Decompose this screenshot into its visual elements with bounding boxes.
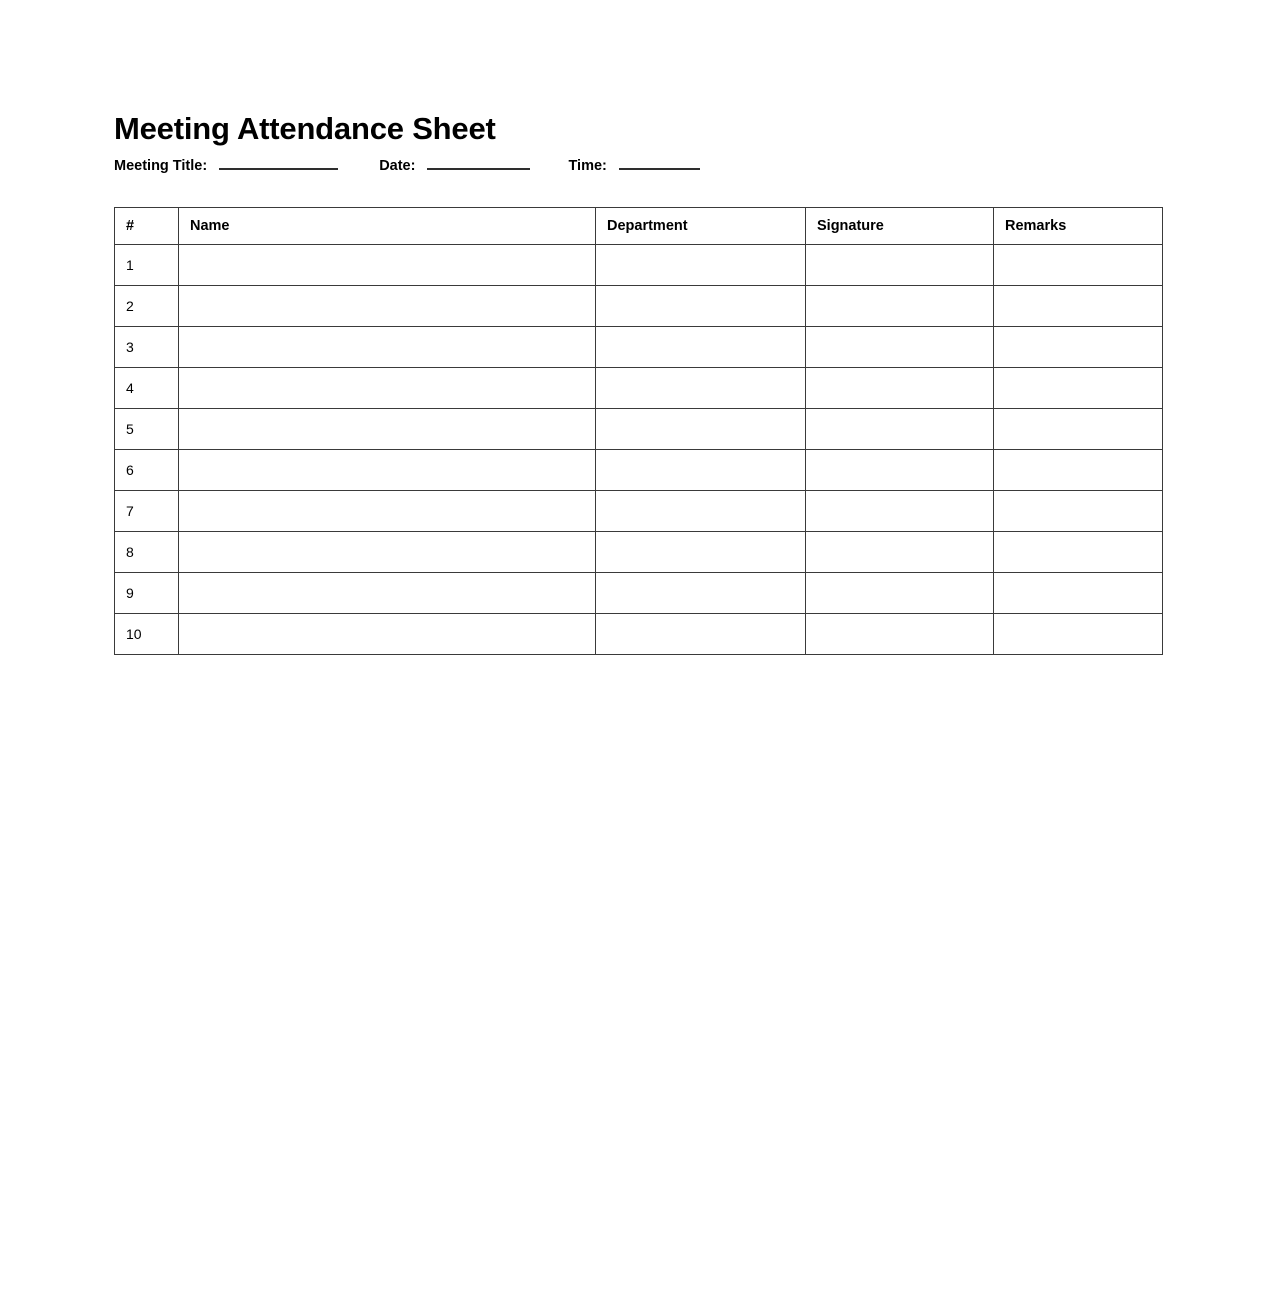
meeting-title-field[interactable] [114, 152, 338, 176]
table-row [115, 368, 1163, 409]
cell-name[interactable] [179, 368, 596, 409]
cell-department[interactable] [596, 245, 806, 286]
column-header-department: Department [596, 208, 806, 245]
cell-signature[interactable] [806, 532, 994, 573]
row-number-cell: 1 [115, 245, 179, 286]
cell-remarks[interactable] [994, 491, 1163, 532]
row-number-cell: 9 [115, 573, 179, 614]
meeting-time-input[interactable] [619, 152, 700, 170]
table-row [115, 532, 1163, 573]
row-number-cell: 3 [115, 327, 179, 368]
cell-name[interactable] [179, 532, 596, 573]
meeting-date-field[interactable] [379, 152, 530, 176]
row-number-cell: 2 [115, 286, 179, 327]
cell-department[interactable] [596, 409, 806, 450]
cell-remarks[interactable] [994, 245, 1163, 286]
table-row [115, 614, 1163, 655]
cell-signature[interactable] [806, 491, 994, 532]
cell-remarks[interactable] [994, 450, 1163, 491]
column-header-remarks: Remarks [994, 208, 1163, 245]
cell-name[interactable] [179, 573, 596, 614]
cell-department[interactable] [596, 450, 806, 491]
cell-department[interactable] [596, 368, 806, 409]
meeting-title-input[interactable] [219, 152, 338, 170]
cell-department[interactable] [596, 327, 806, 368]
table-row [115, 245, 1163, 286]
meeting-date-input[interactable] [427, 152, 530, 170]
table-row [115, 409, 1163, 450]
cell-name[interactable] [179, 450, 596, 491]
row-number-cell: 8 [115, 532, 179, 573]
cell-signature[interactable] [806, 245, 994, 286]
table-row [115, 286, 1163, 327]
table-header-row [115, 208, 1163, 245]
cell-remarks[interactable] [994, 532, 1163, 573]
cell-remarks[interactable] [994, 327, 1163, 368]
table-row [115, 327, 1163, 368]
cell-remarks[interactable] [994, 286, 1163, 327]
cell-remarks[interactable] [994, 573, 1163, 614]
row-number-cell: 7 [115, 491, 179, 532]
meeting-time-field[interactable] [568, 152, 699, 176]
cell-remarks[interactable] [994, 614, 1163, 655]
meeting-time-label: Time: [568, 158, 607, 174]
cell-signature[interactable] [806, 409, 994, 450]
cell-signature[interactable] [806, 368, 994, 409]
row-number-cell: 4 [115, 368, 179, 409]
cell-signature[interactable] [806, 327, 994, 368]
cell-department[interactable] [596, 573, 806, 614]
attendance-table [114, 207, 1163, 655]
meeting-date-label: Date: [379, 158, 416, 174]
cell-remarks[interactable] [994, 368, 1163, 409]
row-number-cell: 6 [115, 450, 179, 491]
cell-department[interactable] [596, 491, 806, 532]
row-number-cell: 10 [115, 614, 179, 655]
cell-name[interactable] [179, 286, 596, 327]
cell-signature[interactable] [806, 614, 994, 655]
cell-department[interactable] [596, 286, 806, 327]
column-header-number: # [115, 208, 179, 245]
table-header [115, 208, 1163, 245]
page-title: Meeting Attendance Sheet [114, 110, 496, 146]
column-header-name: Name [179, 208, 596, 245]
meeting-meta-row [114, 152, 700, 176]
cell-signature[interactable] [806, 573, 994, 614]
table-body [115, 245, 1163, 655]
row-number-cell: 5 [115, 409, 179, 450]
cell-department[interactable] [596, 614, 806, 655]
cell-name[interactable] [179, 245, 596, 286]
table-row [115, 450, 1163, 491]
cell-signature[interactable] [806, 450, 994, 491]
cell-name[interactable] [179, 614, 596, 655]
table-row [115, 491, 1163, 532]
table-row [115, 573, 1163, 614]
cell-name[interactable] [179, 327, 596, 368]
cell-department[interactable] [596, 532, 806, 573]
cell-remarks[interactable] [994, 409, 1163, 450]
column-header-signature: Signature [806, 208, 994, 245]
meeting-title-label: Meeting Title: [114, 158, 208, 174]
cell-name[interactable] [179, 409, 596, 450]
cell-name[interactable] [179, 491, 596, 532]
cell-signature[interactable] [806, 286, 994, 327]
